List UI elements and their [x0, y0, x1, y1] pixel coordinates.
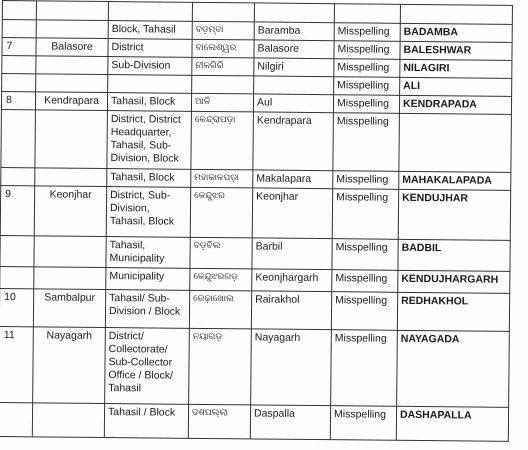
serial-cell	[2, 74, 36, 92]
unit-cell: Tahasil, Municipality	[106, 237, 190, 269]
correct-name-cell	[399, 113, 512, 172]
table-row	[0, 235, 510, 271]
remark-cell: Misspelling	[334, 41, 400, 60]
current-name-cell: Baramba	[254, 22, 334, 41]
district-cell	[32, 403, 104, 438]
correct-name-cell: KENDUJHAR	[398, 189, 510, 240]
current-name-cell: Balasore	[254, 40, 334, 59]
district-cell	[34, 267, 106, 290]
table-row	[1, 109, 512, 172]
unit-cell: Tahasil/ Sub-Division / Block	[105, 290, 189, 329]
remark-cell: Misspelling	[332, 270, 398, 293]
unit-cell	[108, 75, 192, 94]
odia-cell: ବଡ଼ବିଲ	[190, 237, 252, 269]
current-name-cell: Aul	[253, 94, 333, 113]
serial-cell: 8	[1, 92, 35, 110]
district-cell	[35, 168, 107, 187]
remark-cell	[334, 4, 400, 24]
current-name-cell: Makalapara	[253, 170, 333, 189]
odia-cell: ରେଢ଼ାଖୋଲ	[189, 290, 251, 329]
district-cell	[36, 74, 108, 93]
remark-cell: Misspelling	[332, 189, 398, 240]
remark-cell: Misspelling	[331, 292, 397, 331]
unit-cell	[108, 2, 192, 22]
odia-cell: ମହାକାଳପଡ଼ା	[191, 169, 253, 188]
unit-cell: District	[108, 39, 192, 58]
remark-cell: Misspelling	[333, 171, 399, 190]
odia-cell: ବାଲେଶ୍ୱର	[192, 39, 254, 58]
table-row	[0, 185, 510, 240]
correct-name-cell: DASHAPALLA	[396, 406, 508, 441]
serial-cell	[2, 1, 36, 20]
correct-name-cell: MAHAKALAPADA	[399, 171, 511, 190]
correct-name-cell: BALESHWAR	[400, 41, 512, 60]
serial-cell	[0, 235, 34, 266]
current-name-cell: Barbil	[252, 238, 332, 270]
serial-cell	[1, 109, 36, 167]
odia-cell: ଦଶପଲ୍ଲା	[188, 404, 250, 439]
odia-cell: କେନ୍ଦୁଝର	[190, 187, 252, 238]
correct-name-cell: KENDRAPADA	[399, 95, 511, 114]
current-name-cell	[254, 3, 334, 23]
unit-cell: District/ Collectorate/ Sub-Collector Office / Block/ Tahasil	[105, 328, 190, 405]
current-name-cell: Keonjhargarh	[252, 269, 332, 292]
table-row	[0, 288, 510, 331]
current-name-cell: Rairakhol	[251, 291, 331, 330]
odia-cell	[192, 75, 254, 94]
serial-cell: 11	[0, 326, 33, 402]
remark-cell: Misspelling	[332, 239, 398, 271]
unit-cell: Tahasil, Block	[107, 93, 191, 112]
current-name-cell: Nayagarh	[251, 329, 332, 406]
current-name-cell	[254, 76, 334, 95]
remark-cell: Misspelling	[333, 95, 399, 114]
unit-cell: District, District Headquarter, Tahasil, Sub-Division, Block	[107, 111, 192, 170]
serial-cell	[2, 20, 36, 38]
odia-cell: ନୟାଗଡ଼	[189, 328, 252, 405]
odia-cell	[192, 2, 254, 22]
unit-cell: Tahasil / Block	[104, 404, 188, 439]
remark-cell: Misspelling	[334, 59, 400, 78]
current-name-cell: Daspalla	[250, 405, 330, 440]
unit-cell: Block, Tahasil	[108, 21, 192, 40]
current-name-cell: Nilgiri	[254, 58, 334, 77]
district-cell: Nayagarh	[33, 327, 106, 404]
serial-cell: 10	[0, 288, 34, 326]
unit-cell: Municipality	[106, 268, 190, 291]
district-cell	[36, 1, 108, 21]
remark-cell: Misspelling	[334, 23, 400, 42]
district-cell	[36, 20, 108, 39]
unit-cell: Sub-Division	[108, 57, 192, 76]
odia-cell: ବଡ଼ମ୍ବା	[192, 21, 254, 40]
correct-name-cell: NILAGIRI	[400, 59, 512, 78]
odia-cell: କେନ୍ଦ୍ରାପଡ଼ା	[191, 111, 254, 170]
current-name-cell: Keonjhar	[252, 188, 332, 239]
serial-cell	[2, 56, 36, 74]
odia-cell: ନୀଳଗିରି	[192, 57, 254, 76]
correct-name-cell: NAYAGADA	[397, 330, 510, 407]
correct-name-cell: BADAMBA	[400, 23, 512, 42]
remark-cell: Misspelling	[331, 330, 398, 407]
unit-cell: District, Sub-Division, Tahasil, Block	[106, 187, 190, 238]
district-cell: Balasore	[36, 38, 108, 57]
correct-name-cell	[400, 4, 512, 24]
correct-name-cell: REDHAKHOL	[397, 292, 509, 331]
remark-cell: Misspelling	[333, 113, 400, 172]
remark-cell: Misspelling	[334, 77, 400, 96]
serial-cell	[0, 266, 34, 288]
unit-cell: Tahasil, Block	[107, 169, 191, 188]
district-cell	[34, 236, 106, 268]
district-cell: Kendrapara	[35, 92, 107, 111]
odia-cell: କେନ୍ଦୁଝରଗଡ଼	[190, 268, 252, 291]
serial-cell: 7	[2, 38, 36, 56]
district-cell: Sambalpur	[33, 289, 105, 328]
serial-cell: 9	[0, 185, 34, 235]
remark-cell: Misspelling	[330, 406, 396, 441]
correct-name-cell: ALI	[400, 77, 512, 96]
current-name-cell: Kendrapara	[253, 112, 334, 171]
table-row	[0, 402, 509, 441]
correct-name-cell: BADBIL	[398, 239, 510, 271]
district-cell: Keonjhar	[34, 186, 106, 237]
district-cell	[35, 110, 108, 169]
correct-name-cell: KENDUJHARGARH	[398, 270, 510, 293]
odia-cell: ଆଳି	[191, 93, 253, 112]
serial-cell	[1, 167, 35, 185]
serial-cell	[0, 402, 33, 436]
district-cell	[36, 56, 108, 75]
table-row	[0, 326, 509, 407]
